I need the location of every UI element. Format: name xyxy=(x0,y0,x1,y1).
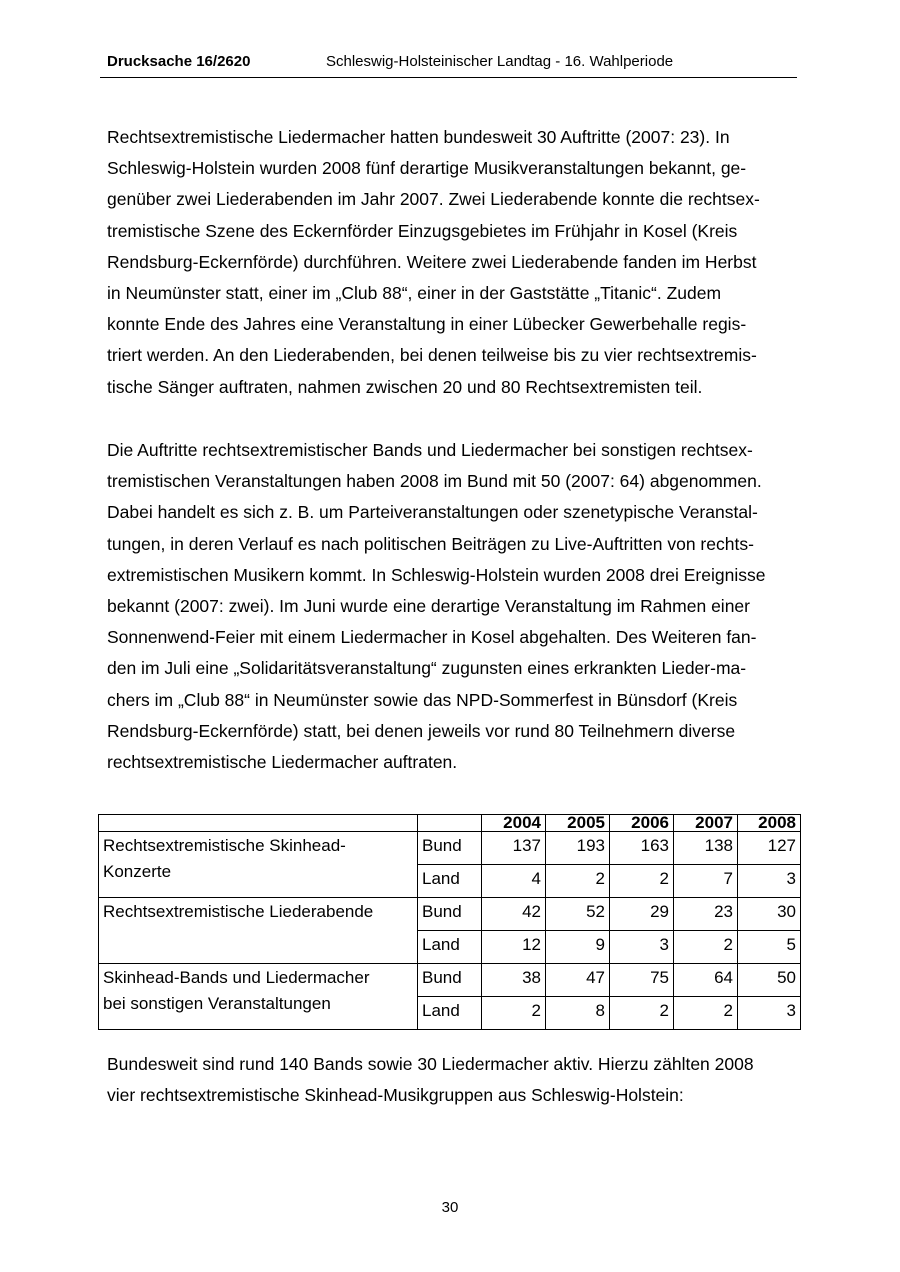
table-header-empty xyxy=(418,815,482,832)
value-cell: 2 xyxy=(546,865,610,898)
text-line: Sonnenwend-Feier mit einem Liedermacher in Kosel abgehalten. Des Weiteren fan- xyxy=(107,627,757,648)
value-cell: 3 xyxy=(738,865,801,898)
text-line: in Neumünster statt, einer im „Club 88“, einer in der Gaststätte „Titanic“. Zudem xyxy=(107,283,722,304)
level-label: Bund xyxy=(418,832,482,865)
level-label: Land xyxy=(418,931,482,964)
value-cell: 9 xyxy=(546,931,610,964)
text-line: Rendsburg-Eckernförde) durchführen. Weitere zwei Liederabende fanden im Herbst xyxy=(107,251,757,272)
page-number: 30 xyxy=(441,1199,459,1216)
value-cell: 3 xyxy=(610,931,674,964)
table-row xyxy=(99,832,801,865)
value-cell: 7 xyxy=(674,865,738,898)
table-header-empty xyxy=(99,815,418,832)
value-cell: 30 xyxy=(738,898,801,931)
text-line: konnte Ende des Jahres eine Veranstaltung in einer Lübecker Gewerbehalle regis- xyxy=(107,314,747,335)
table-body xyxy=(99,832,801,1030)
text-line: tremistische Szene des Eckernförder Einzugsgebietes im Frühjahr in Kosel (Kreis xyxy=(107,220,738,241)
value-cell: 47 xyxy=(546,964,610,997)
level-label: Bund xyxy=(418,964,482,997)
value-cell: 137 xyxy=(482,832,546,865)
value-cell: 64 xyxy=(674,964,738,997)
text-line: tungen, in deren Verlauf es nach politischen Beiträgen zu Live-Auftritten von rechts- xyxy=(107,533,754,554)
text-line: Dabei handelt es sich z. B. um Parteiveranstaltungen oder szenetypische Veranstal- xyxy=(107,502,758,523)
paragraph-bands-summary xyxy=(107,1049,797,1111)
value-cell: 2 xyxy=(674,997,738,1030)
value-cell: 5 xyxy=(738,931,801,964)
text-line: tische Sänger auftraten, nahmen zwischen 20 und 80 Rechtsextremisten teil. xyxy=(107,376,703,397)
table-row xyxy=(99,964,801,997)
year-header: 2004 xyxy=(482,815,546,832)
text-line: tremistischen Veranstaltungen haben 2008 im Bund mit 50 (2007: 64) abgenommen. xyxy=(107,471,762,492)
text-line: genüber zwei Liederabenden im Jahr 2007. Zwei Liederabende konnte die rechtsex- xyxy=(107,189,760,210)
category-cell xyxy=(99,832,418,898)
text-line: bekannt (2007: zwei). Im Juni wurde eine derartige Veranstaltung im Rahmen einer xyxy=(107,596,750,617)
page-header xyxy=(100,53,797,78)
paragraph-sonstige-veranstaltungen xyxy=(107,435,797,778)
category-label: Rechtsextremistische Skinhead- xyxy=(103,836,346,855)
value-cell: 42 xyxy=(482,898,546,931)
level-label: Land xyxy=(418,865,482,898)
category-label: Skinhead-Bands und Liedermacher xyxy=(103,968,370,987)
text-line: chers im „Club 88“ in Neumünster sowie das NPD-Sommerfest in Bünsdorf (Kreis xyxy=(107,689,738,710)
value-cell: 193 xyxy=(546,832,610,865)
category-cell xyxy=(99,898,418,964)
year-header: 2006 xyxy=(610,815,674,832)
value-cell: 163 xyxy=(610,832,674,865)
year-header: 2008 xyxy=(738,815,801,832)
text-line: triert werden. An den Liederabenden, bei denen teilweise bis zu vier rechtsextremis- xyxy=(107,345,757,366)
paragraph-liederabende xyxy=(107,122,797,403)
text-line: Rendsburg-Eckernförde) statt, bei denen jeweils vor rund 80 Teilnehmern diverse xyxy=(107,720,736,741)
table-header-row xyxy=(99,815,801,832)
level-label: Land xyxy=(418,997,482,1030)
text-line: Bundesweit sind rund 140 Bands sowie 30 Liedermacher aktiv. Hierzu zählten 2008 xyxy=(107,1054,754,1074)
value-cell: 2 xyxy=(482,997,546,1030)
value-cell: 127 xyxy=(738,832,801,865)
value-cell: 29 xyxy=(610,898,674,931)
value-cell: 2 xyxy=(610,997,674,1030)
category-label: Rechtsextremistische Liederabende xyxy=(103,902,374,921)
category-label: bei sonstigen Veranstaltungen xyxy=(103,994,331,1013)
value-cell: 23 xyxy=(674,898,738,931)
value-cell: 38 xyxy=(482,964,546,997)
value-cell: 2 xyxy=(674,931,738,964)
text-line: Die Auftritte rechtsextremistischer Bands und Liedermacher bei sonstigen rechtsex- xyxy=(107,440,753,460)
table-row xyxy=(99,898,801,931)
value-cell: 8 xyxy=(546,997,610,1030)
year-header: 2005 xyxy=(546,815,610,832)
value-cell: 52 xyxy=(546,898,610,931)
value-cell: 3 xyxy=(738,997,801,1030)
text-line: Schleswig-Holstein wurden 2008 fünf derartige Musikveranstaltungen bekannt, ge- xyxy=(107,158,747,179)
category-label: Konzerte xyxy=(103,862,172,881)
category-cell xyxy=(99,964,418,1030)
value-cell: 75 xyxy=(610,964,674,997)
value-cell: 138 xyxy=(674,832,738,865)
text-line: vier rechtsextremistische Skinhead-Musikgruppen aus Schleswig-Holstein: xyxy=(107,1085,684,1106)
value-cell: 4 xyxy=(482,865,546,898)
value-cell: 2 xyxy=(610,865,674,898)
value-cell: 12 xyxy=(482,931,546,964)
document-number: Drucksache 16/2620 xyxy=(107,53,251,70)
header-title: Schleswig-Holsteinischer Landtag - 16. Wahlperiode xyxy=(326,53,674,70)
statistics-table xyxy=(98,814,801,1030)
year-header: 2007 xyxy=(674,815,738,832)
value-cell: 50 xyxy=(738,964,801,997)
text-line: den im Juli eine „Solidaritätsveranstaltung“ zugunsten eines erkrankten Lieder-ma- xyxy=(107,658,747,679)
text-line: rechtsextremistische Liedermacher auftraten. xyxy=(107,752,458,773)
text-line: extremistischen Musikern kommt. In Schleswig-Holstein wurden 2008 drei Ereignisse xyxy=(107,564,766,585)
text-line: Rechtsextremistische Liedermacher hatten bundesweit 30 Auftritte (2007: 23). In xyxy=(107,127,730,147)
level-label: Bund xyxy=(418,898,482,931)
